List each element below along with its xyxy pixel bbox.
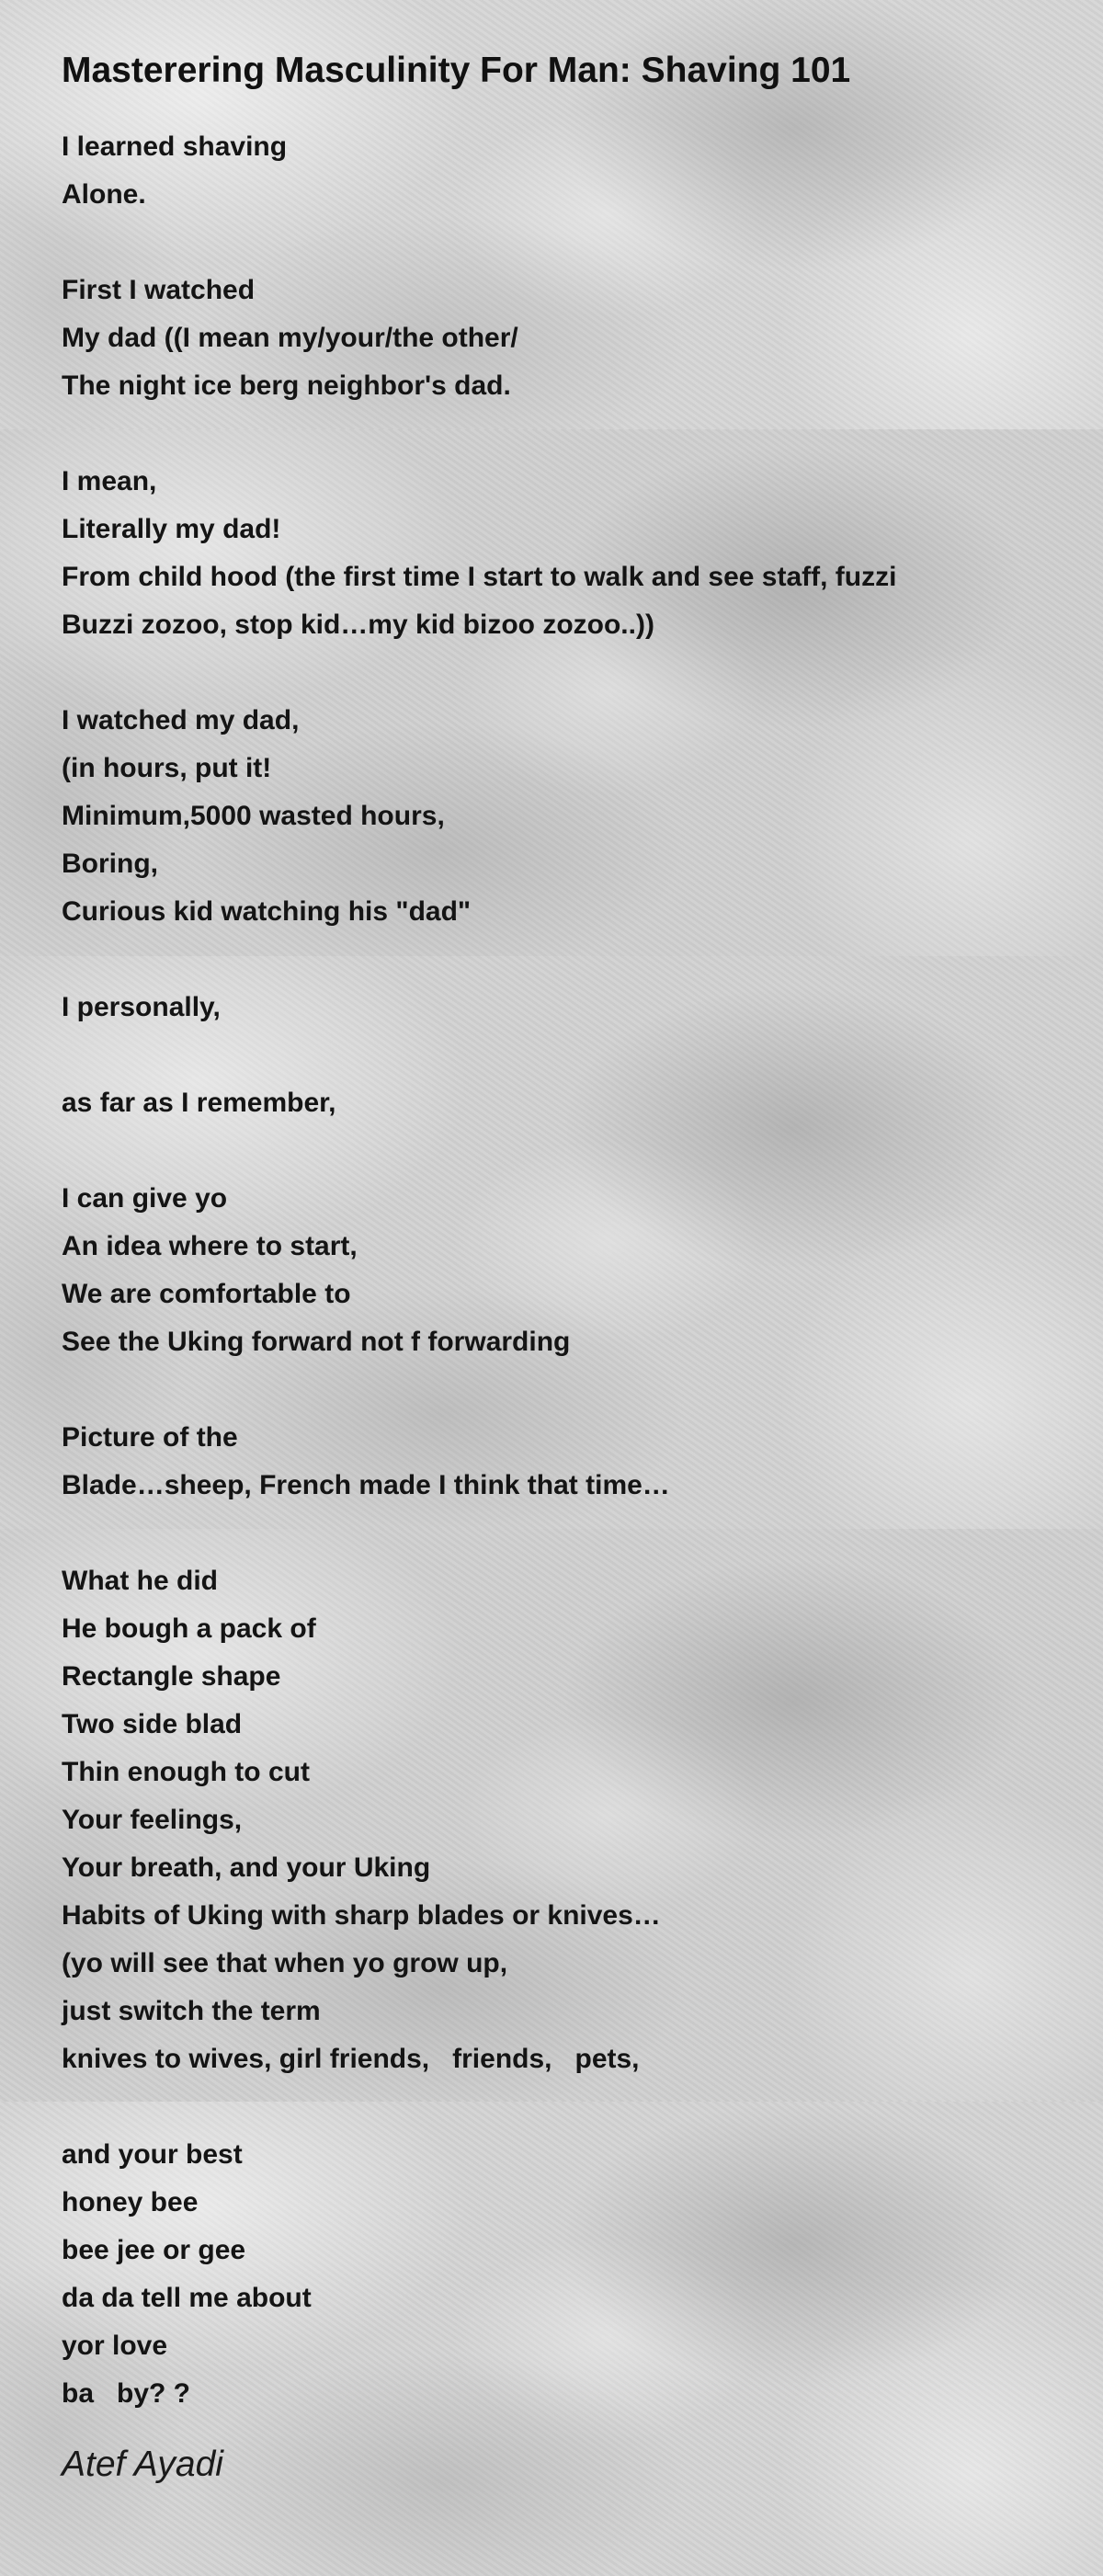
- stanza-break: [62, 1127, 1073, 1175]
- poem-line: (yo will see that when yo grow up,: [62, 1948, 508, 1978]
- poem-line: He bough a pack of: [62, 1613, 316, 1644]
- poem-line: First I watched: [62, 275, 256, 305]
- poem-line: Alone.: [62, 179, 146, 210]
- poem-title: Masterering Masculinity For Man: Shaving 101: [62, 51, 851, 90]
- stanza-break: [62, 1032, 1073, 1079]
- poem-line: I personally,: [62, 992, 221, 1022]
- poem-line: Rectangle shape: [62, 1661, 281, 1692]
- poem-line: as far as I remember,: [62, 1088, 336, 1118]
- poem-line: Two side blad: [62, 1709, 243, 1739]
- poem-line: I watched my dad,: [62, 705, 300, 735]
- poem-line: From child hood (the first time I start to walk and see staff, fuzzi: [62, 562, 897, 592]
- poem-line: Curious kid watching his "dad": [62, 896, 472, 927]
- poem-line: honey bee: [62, 2187, 199, 2217]
- poem-line: bee jee or gee: [62, 2235, 246, 2265]
- poem-line: Your feelings,: [62, 1805, 243, 1835]
- poem-line: I learned shaving: [62, 131, 288, 162]
- poem-line: I mean,: [62, 466, 157, 496]
- poem-line: We are comfortable to: [62, 1279, 351, 1309]
- poem-line: knives to wives, girl friends, friends, pets,: [62, 2044, 640, 2074]
- poem-line: Habits of Uking with sharp blades or knives…: [62, 1900, 661, 1931]
- stanza-break: [62, 219, 1073, 267]
- poem-line: da da tell me about: [62, 2283, 312, 2313]
- poem-line: Blade…sheep, French made I think that time…: [62, 1470, 670, 1500]
- poem-line: What he did: [62, 1566, 218, 1596]
- poem-line: Picture of the: [62, 1422, 238, 1453]
- poem-line: just switch the term: [62, 1996, 321, 2026]
- poem-line: (in hours, put it!: [62, 753, 272, 783]
- poem-line: and your best: [62, 2139, 243, 2170]
- poem-line: My dad ((I mean my/your/the other/: [62, 323, 518, 353]
- poem-line: Literally my dad!: [62, 514, 281, 544]
- poem-line: See the Uking forward not f forwarding: [62, 1327, 571, 1357]
- poem-line: yor love: [62, 2331, 168, 2361]
- poem-line: I can give yo: [62, 1183, 228, 1214]
- stanza-break: [62, 649, 1073, 697]
- stanza-break: [62, 1510, 1073, 1557]
- poem-line: Thin enough to cut: [62, 1757, 310, 1787]
- stanza-break: [62, 2083, 1073, 2131]
- poem-line: Buzzi zozoo, stop kid…my kid bizoo zozoo..)): [62, 610, 654, 640]
- poem-line: Your breath, and your Uking: [62, 1852, 431, 1883]
- poem-line: Boring,: [62, 849, 158, 879]
- poem-body: [62, 123, 1073, 2418]
- stanza-break: [62, 410, 1073, 458]
- stanza-break: [62, 1366, 1073, 1414]
- stanza-break: [62, 936, 1073, 984]
- poem-line: Minimum,5000 wasted hours,: [62, 801, 445, 831]
- poem-line: The night ice berg neighbor's dad.: [62, 370, 511, 401]
- poem-author: Atef Ayadi: [62, 2445, 223, 2484]
- poem-line: An idea where to start,: [62, 1231, 358, 1261]
- poem-line: ba by? ?: [62, 2378, 191, 2409]
